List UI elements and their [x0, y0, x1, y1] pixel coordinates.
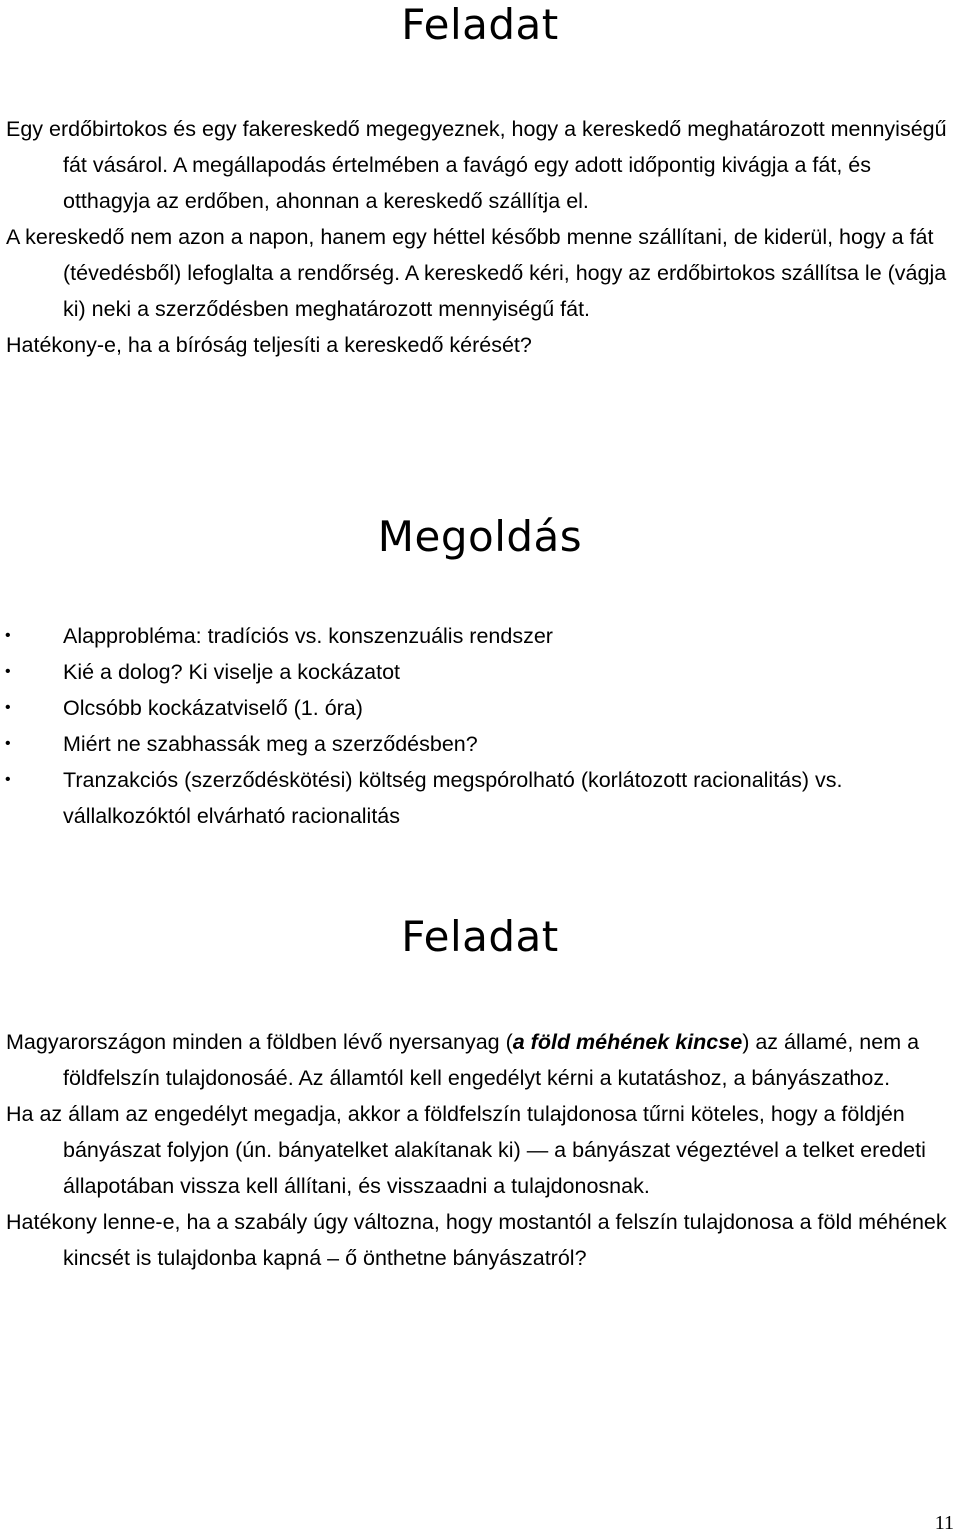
task-1-paragraph-2: A kereskedő nem azon a napon, hanem egy héttel később menne szállítani, de kiderül, hogy a fát (tévedésből) lefoglalta a rendőrség. A kereskedő kéri, hogy az erdőbirtokos szállítsa le (vágja ki) neki a szerződésben meghatározott mennyiségű fát. [6, 225, 947, 321]
emphasis-fold-mehenek-kincse: a föld méhének kincse [512, 1030, 743, 1054]
bullet-dot-icon: • [5, 735, 11, 752]
bullet-dot-icon: • [5, 627, 11, 644]
task-2-p1-before: Magyarországon minden a földben lévő nyersanyag ( [6, 1030, 513, 1054]
bullet-item [0, 726, 955, 762]
task-2-question: Hatékony lenne-e, ha a szabály úgy változna, hogy mostantól a felszín tulajdonosa a föld méhének kincsét is tulajdonba kapná – ő önthetne bányászatról? [6, 1210, 947, 1270]
bullet-item [0, 618, 955, 654]
bullet-item [0, 654, 955, 690]
bullet-text: Olcsóbb kockázatviselő (1. óra) [63, 696, 363, 720]
task-1-paragraph-1: Egy erdőbirtokos és egy fakereskedő megegyeznek, hogy a kereskedő meghatározott mennyiségű fát vásárol. A megállapodás értelmében a favágó egy adott időpontig kivágja a fát, és otthagyja az erdőben, ahonnan a kereskedő szállítja el. [6, 117, 947, 213]
section-title-feladat-1: Feladat [401, 0, 559, 49]
bullet-dot-icon: • [5, 699, 11, 716]
bullet-text: Kié a dolog? Ki viselje a kockázatot [63, 660, 401, 684]
section-title-megoldas: Megoldás [377, 512, 583, 561]
bullet-item [0, 762, 955, 834]
page-number: 11 [934, 1512, 954, 1534]
bullet-item [0, 690, 955, 726]
task-2-text [0, 1024, 955, 1276]
bullet-dot-icon: • [5, 771, 11, 788]
task-1-question: Hatékony-e, ha a bíróság teljesíti a kereskedő kérését? [6, 333, 532, 357]
bullet-dot-icon: • [5, 663, 11, 680]
task-2-paragraph-1 [0, 1024, 955, 1096]
task-1-text [0, 111, 955, 363]
solution-bullet-list [0, 618, 955, 834]
bullet-text: Alapprobléma: tradíciós vs. konszenzuális rendszer [63, 624, 553, 648]
bullet-text: Tranzakciós (szerződéskötési) költség megspórolható (korlátozott racionalitás) vs. vállalkozóktól elvárható racionalitás [63, 768, 843, 828]
bullet-text: Miért ne szabhassák meg a szerződésben? [63, 732, 478, 756]
task-2-paragraph-2: Ha az állam az engedélyt megadja, akkor a földfelszín tulajdonosa tűrni köteles, hogy a földjén bányászat folyjon (ún. bányatelket alakítanak ki) — a bányászat végeztével a telket eredeti állapotában vissza kell állítani, és visszaadni a tulajdonosnak. [6, 1102, 926, 1198]
task-2-p1-after: ) az államé, nem a földfelszín tulajdonosáé. Az államtól kell engedélyt kérni a kutatáshoz, a bányászathoz. [63, 1030, 920, 1090]
section-title-feladat-2: Feladat [401, 912, 559, 961]
